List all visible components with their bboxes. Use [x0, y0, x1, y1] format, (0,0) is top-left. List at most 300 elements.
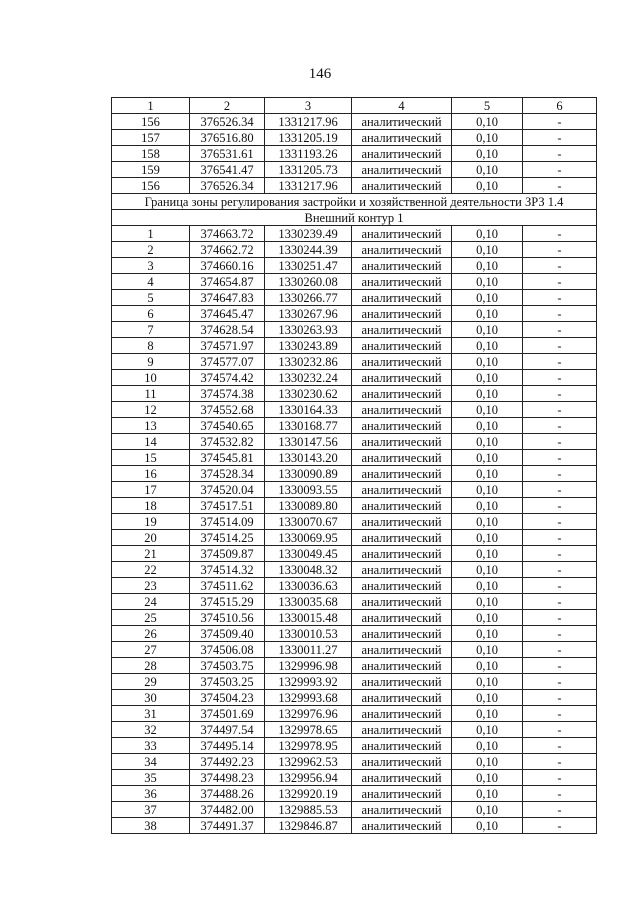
table-row: [112, 754, 597, 770]
x-coordinate-cell: 374545.81: [190, 450, 265, 466]
point-number-cell: 25: [112, 610, 190, 626]
method-cell: аналитический: [352, 402, 452, 418]
method-cell: аналитический: [352, 466, 452, 482]
y-coordinate-cell: 1330010.53: [265, 626, 352, 642]
table-row: [112, 370, 597, 386]
x-coordinate-cell: 374520.04: [190, 482, 265, 498]
accuracy-cell: 0,10: [452, 594, 523, 610]
y-coordinate-cell: 1329956.94: [265, 770, 352, 786]
method-cell: аналитический: [352, 626, 452, 642]
header-row: [112, 98, 597, 114]
method-cell: аналитический: [352, 338, 452, 354]
x-coordinate-cell: 374660.16: [190, 258, 265, 274]
accuracy-cell: 0,10: [452, 114, 523, 130]
section-row: [112, 210, 597, 226]
y-coordinate-cell: 1329993.68: [265, 690, 352, 706]
note-cell: -: [523, 722, 597, 738]
point-number-cell: 28: [112, 658, 190, 674]
x-coordinate-cell: 374574.38: [190, 386, 265, 402]
section-title: Внешний контур 1: [112, 210, 597, 226]
page-number: 146: [308, 66, 332, 82]
point-number-cell: 156: [112, 178, 190, 194]
accuracy-cell: 0,10: [452, 674, 523, 690]
note-cell: -: [523, 754, 597, 770]
y-coordinate-cell: 1330168.77: [265, 418, 352, 434]
coordinates-table-body: [112, 98, 597, 834]
point-number-cell: 13: [112, 418, 190, 434]
table-row: [112, 498, 597, 514]
method-cell: аналитический: [352, 482, 452, 498]
x-coordinate-cell: 374532.82: [190, 434, 265, 450]
table-row: [112, 402, 597, 418]
accuracy-cell: 0,10: [452, 626, 523, 642]
accuracy-cell: 0,10: [452, 498, 523, 514]
method-cell: аналитический: [352, 146, 452, 162]
y-coordinate-cell: 1329846.87: [265, 818, 352, 834]
x-coordinate-cell: 374495.14: [190, 738, 265, 754]
x-coordinate-cell: 374514.32: [190, 562, 265, 578]
accuracy-cell: 0,10: [452, 658, 523, 674]
accuracy-cell: 0,10: [452, 306, 523, 322]
table-row: [112, 658, 597, 674]
note-cell: -: [523, 322, 597, 338]
method-cell: аналитический: [352, 786, 452, 802]
y-coordinate-cell: 1330036.63: [265, 578, 352, 594]
table-row: [112, 690, 597, 706]
table-row: [112, 178, 597, 194]
note-cell: -: [523, 386, 597, 402]
note-cell: -: [523, 402, 597, 418]
note-cell: -: [523, 114, 597, 130]
accuracy-cell: 0,10: [452, 402, 523, 418]
y-coordinate-cell: 1329920.19: [265, 786, 352, 802]
y-coordinate-cell: 1330251.47: [265, 258, 352, 274]
accuracy-cell: 0,10: [452, 578, 523, 594]
x-coordinate-cell: 374503.25: [190, 674, 265, 690]
y-coordinate-cell: 1330147.56: [265, 434, 352, 450]
accuracy-cell: 0,10: [452, 450, 523, 466]
accuracy-cell: 0,10: [452, 338, 523, 354]
method-cell: аналитический: [352, 674, 452, 690]
accuracy-cell: 0,10: [452, 466, 523, 482]
x-coordinate-cell: 374503.75: [190, 658, 265, 674]
note-cell: -: [523, 738, 597, 754]
x-coordinate-cell: 374662.72: [190, 242, 265, 258]
accuracy-cell: 0,10: [452, 386, 523, 402]
note-cell: -: [523, 802, 597, 818]
x-coordinate-cell: 374497.54: [190, 722, 265, 738]
table-row: [112, 770, 597, 786]
note-cell: -: [523, 338, 597, 354]
table-row: [112, 226, 597, 242]
point-number-cell: 29: [112, 674, 190, 690]
point-number-cell: 27: [112, 642, 190, 658]
y-coordinate-cell: 1330267.96: [265, 306, 352, 322]
accuracy-cell: 0,10: [452, 738, 523, 754]
x-coordinate-cell: 374488.26: [190, 786, 265, 802]
note-cell: -: [523, 818, 597, 834]
method-cell: аналитический: [352, 418, 452, 434]
x-coordinate-cell: 374504.23: [190, 690, 265, 706]
note-cell: -: [523, 690, 597, 706]
accuracy-cell: 0,10: [452, 562, 523, 578]
method-cell: аналитический: [352, 594, 452, 610]
method-cell: аналитический: [352, 290, 452, 306]
method-cell: аналитический: [352, 610, 452, 626]
y-coordinate-cell: 1330011.27: [265, 642, 352, 658]
accuracy-cell: 0,10: [452, 226, 523, 242]
x-coordinate-cell: 374647.83: [190, 290, 265, 306]
y-coordinate-cell: 1331205.73: [265, 162, 352, 178]
accuracy-cell: 0,10: [452, 242, 523, 258]
note-cell: -: [523, 258, 597, 274]
y-coordinate-cell: 1330243.89: [265, 338, 352, 354]
point-number-cell: 9: [112, 354, 190, 370]
point-number-cell: 37: [112, 802, 190, 818]
y-coordinate-cell: 1330260.08: [265, 274, 352, 290]
point-number-cell: 23: [112, 578, 190, 594]
point-number-cell: 5: [112, 290, 190, 306]
note-cell: -: [523, 578, 597, 594]
y-coordinate-cell: 1330232.24: [265, 370, 352, 386]
x-coordinate-cell: 374506.08: [190, 642, 265, 658]
note-cell: -: [523, 146, 597, 162]
note-cell: -: [523, 242, 597, 258]
header-cell: 3: [265, 98, 352, 114]
note-cell: -: [523, 546, 597, 562]
x-coordinate-cell: 374498.23: [190, 770, 265, 786]
method-cell: аналитический: [352, 130, 452, 146]
table-row: [112, 626, 597, 642]
x-coordinate-cell: 376531.61: [190, 146, 265, 162]
point-number-cell: 12: [112, 402, 190, 418]
method-cell: аналитический: [352, 242, 452, 258]
table-row: [112, 242, 597, 258]
y-coordinate-cell: 1330048.32: [265, 562, 352, 578]
method-cell: аналитический: [352, 114, 452, 130]
table-row: [112, 722, 597, 738]
note-cell: -: [523, 434, 597, 450]
accuracy-cell: 0,10: [452, 418, 523, 434]
header-cell: 2: [190, 98, 265, 114]
table-row: [112, 450, 597, 466]
y-coordinate-cell: 1330266.77: [265, 290, 352, 306]
point-number-cell: 11: [112, 386, 190, 402]
method-cell: аналитический: [352, 514, 452, 530]
note-cell: -: [523, 482, 597, 498]
table-row: [112, 514, 597, 530]
point-number-cell: 24: [112, 594, 190, 610]
table-row: [112, 146, 597, 162]
method-cell: аналитический: [352, 226, 452, 242]
accuracy-cell: 0,10: [452, 786, 523, 802]
accuracy-cell: 0,10: [452, 722, 523, 738]
y-coordinate-cell: 1331217.96: [265, 114, 352, 130]
accuracy-cell: 0,10: [452, 706, 523, 722]
table-row: [112, 786, 597, 802]
y-coordinate-cell: 1330069.95: [265, 530, 352, 546]
accuracy-cell: 0,10: [452, 162, 523, 178]
point-number-cell: 35: [112, 770, 190, 786]
point-number-cell: 14: [112, 434, 190, 450]
point-number-cell: 19: [112, 514, 190, 530]
note-cell: -: [523, 370, 597, 386]
accuracy-cell: 0,10: [452, 322, 523, 338]
point-number-cell: 158: [112, 146, 190, 162]
x-coordinate-cell: 376516.80: [190, 130, 265, 146]
point-number-cell: 33: [112, 738, 190, 754]
table-row: [112, 130, 597, 146]
method-cell: аналитический: [352, 642, 452, 658]
x-coordinate-cell: 374571.97: [190, 338, 265, 354]
table-row: [112, 738, 597, 754]
accuracy-cell: 0,10: [452, 290, 523, 306]
note-cell: -: [523, 658, 597, 674]
table-row: [112, 466, 597, 482]
accuracy-cell: 0,10: [452, 530, 523, 546]
table-row: [112, 322, 597, 338]
point-number-cell: 156: [112, 114, 190, 130]
y-coordinate-cell: 1331205.19: [265, 130, 352, 146]
table-row: [112, 290, 597, 306]
accuracy-cell: 0,10: [452, 690, 523, 706]
note-cell: -: [523, 786, 597, 802]
method-cell: аналитический: [352, 274, 452, 290]
table-row: [112, 594, 597, 610]
method-cell: аналитический: [352, 306, 452, 322]
method-cell: аналитический: [352, 546, 452, 562]
x-coordinate-cell: 374528.34: [190, 466, 265, 482]
coordinates-table: [111, 97, 597, 834]
method-cell: аналитический: [352, 738, 452, 754]
table-row: [112, 338, 597, 354]
point-number-cell: 31: [112, 706, 190, 722]
note-cell: -: [523, 642, 597, 658]
method-cell: аналитический: [352, 530, 452, 546]
accuracy-cell: 0,10: [452, 754, 523, 770]
x-coordinate-cell: 376526.34: [190, 178, 265, 194]
note-cell: -: [523, 530, 597, 546]
table-row: [112, 562, 597, 578]
note-cell: -: [523, 594, 597, 610]
point-number-cell: 26: [112, 626, 190, 642]
table-row: [112, 306, 597, 322]
y-coordinate-cell: 1330263.93: [265, 322, 352, 338]
note-cell: -: [523, 354, 597, 370]
method-cell: аналитический: [352, 498, 452, 514]
table-row: [112, 418, 597, 434]
y-coordinate-cell: 1330230.62: [265, 386, 352, 402]
point-number-cell: 21: [112, 546, 190, 562]
method-cell: аналитический: [352, 706, 452, 722]
point-number-cell: 32: [112, 722, 190, 738]
note-cell: -: [523, 130, 597, 146]
accuracy-cell: 0,10: [452, 146, 523, 162]
table-row: [112, 706, 597, 722]
y-coordinate-cell: 1329996.98: [265, 658, 352, 674]
table-row: [112, 162, 597, 178]
table-row: [112, 610, 597, 626]
method-cell: аналитический: [352, 770, 452, 786]
accuracy-cell: 0,10: [452, 546, 523, 562]
method-cell: аналитический: [352, 754, 452, 770]
accuracy-cell: 0,10: [452, 178, 523, 194]
x-coordinate-cell: 374501.69: [190, 706, 265, 722]
point-number-cell: 10: [112, 370, 190, 386]
method-cell: аналитический: [352, 690, 452, 706]
accuracy-cell: 0,10: [452, 642, 523, 658]
note-cell: -: [523, 274, 597, 290]
table-row: [112, 434, 597, 450]
accuracy-cell: 0,10: [452, 130, 523, 146]
note-cell: -: [523, 498, 597, 514]
method-cell: аналитический: [352, 578, 452, 594]
note-cell: -: [523, 706, 597, 722]
y-coordinate-cell: 1330239.49: [265, 226, 352, 242]
method-cell: аналитический: [352, 322, 452, 338]
x-coordinate-cell: 374511.62: [190, 578, 265, 594]
table-row: [112, 258, 597, 274]
y-coordinate-cell: 1329976.96: [265, 706, 352, 722]
x-coordinate-cell: 374552.68: [190, 402, 265, 418]
y-coordinate-cell: 1330143.20: [265, 450, 352, 466]
accuracy-cell: 0,10: [452, 610, 523, 626]
point-number-cell: 38: [112, 818, 190, 834]
table-row: [112, 386, 597, 402]
accuracy-cell: 0,10: [452, 434, 523, 450]
table-row: [112, 674, 597, 690]
method-cell: аналитический: [352, 658, 452, 674]
y-coordinate-cell: 1330244.39: [265, 242, 352, 258]
y-coordinate-cell: 1331193.26: [265, 146, 352, 162]
x-coordinate-cell: 374574.42: [190, 370, 265, 386]
x-coordinate-cell: 374540.65: [190, 418, 265, 434]
note-cell: -: [523, 306, 597, 322]
header-cell: 5: [452, 98, 523, 114]
y-coordinate-cell: 1330090.89: [265, 466, 352, 482]
note-cell: -: [523, 514, 597, 530]
table-row: [112, 818, 597, 834]
table-row: [112, 642, 597, 658]
x-coordinate-cell: 374645.47: [190, 306, 265, 322]
method-cell: аналитический: [352, 162, 452, 178]
point-number-cell: 18: [112, 498, 190, 514]
accuracy-cell: 0,10: [452, 274, 523, 290]
method-cell: аналитический: [352, 450, 452, 466]
method-cell: аналитический: [352, 178, 452, 194]
method-cell: аналитический: [352, 722, 452, 738]
x-coordinate-cell: 374517.51: [190, 498, 265, 514]
note-cell: -: [523, 450, 597, 466]
method-cell: аналитический: [352, 434, 452, 450]
note-cell: -: [523, 674, 597, 690]
y-coordinate-cell: 1331217.96: [265, 178, 352, 194]
accuracy-cell: 0,10: [452, 370, 523, 386]
x-coordinate-cell: 374654.87: [190, 274, 265, 290]
point-number-cell: 6: [112, 306, 190, 322]
y-coordinate-cell: 1330070.67: [265, 514, 352, 530]
point-number-cell: 36: [112, 786, 190, 802]
y-coordinate-cell: 1329885.53: [265, 802, 352, 818]
x-coordinate-cell: 374577.07: [190, 354, 265, 370]
note-cell: -: [523, 466, 597, 482]
y-coordinate-cell: 1330232.86: [265, 354, 352, 370]
accuracy-cell: 0,10: [452, 258, 523, 274]
x-coordinate-cell: 374491.37: [190, 818, 265, 834]
table-row: [112, 578, 597, 594]
method-cell: аналитический: [352, 370, 452, 386]
x-coordinate-cell: 374510.56: [190, 610, 265, 626]
y-coordinate-cell: 1329962.53: [265, 754, 352, 770]
table-row: [112, 274, 597, 290]
section-title: Граница зоны регулирования застройки и хозяйственной деятельности ЗРЗ 1.4: [112, 194, 597, 210]
y-coordinate-cell: 1330015.48: [265, 610, 352, 626]
point-number-cell: 22: [112, 562, 190, 578]
y-coordinate-cell: 1329978.95: [265, 738, 352, 754]
x-coordinate-cell: 374482.00: [190, 802, 265, 818]
table-row: [112, 114, 597, 130]
accuracy-cell: 0,10: [452, 482, 523, 498]
method-cell: аналитический: [352, 354, 452, 370]
method-cell: аналитический: [352, 258, 452, 274]
accuracy-cell: 0,10: [452, 514, 523, 530]
note-cell: -: [523, 610, 597, 626]
accuracy-cell: 0,10: [452, 818, 523, 834]
y-coordinate-cell: 1330093.55: [265, 482, 352, 498]
note-cell: -: [523, 626, 597, 642]
x-coordinate-cell: 374663.72: [190, 226, 265, 242]
x-coordinate-cell: 376526.34: [190, 114, 265, 130]
y-coordinate-cell: 1330049.45: [265, 546, 352, 562]
y-coordinate-cell: 1330035.68: [265, 594, 352, 610]
table-row: [112, 802, 597, 818]
x-coordinate-cell: 374509.40: [190, 626, 265, 642]
note-cell: -: [523, 562, 597, 578]
method-cell: аналитический: [352, 386, 452, 402]
note-cell: -: [523, 162, 597, 178]
x-coordinate-cell: 374509.87: [190, 546, 265, 562]
point-number-cell: 30: [112, 690, 190, 706]
header-cell: 4: [352, 98, 452, 114]
section-row: [112, 194, 597, 210]
table-row: [112, 482, 597, 498]
y-coordinate-cell: 1329993.92: [265, 674, 352, 690]
point-number-cell: 8: [112, 338, 190, 354]
point-number-cell: 17: [112, 482, 190, 498]
accuracy-cell: 0,10: [452, 770, 523, 786]
point-number-cell: 20: [112, 530, 190, 546]
table-row: [112, 354, 597, 370]
header-cell: 6: [523, 98, 597, 114]
x-coordinate-cell: 374515.29: [190, 594, 265, 610]
point-number-cell: 34: [112, 754, 190, 770]
note-cell: -: [523, 770, 597, 786]
note-cell: -: [523, 226, 597, 242]
point-number-cell: 159: [112, 162, 190, 178]
accuracy-cell: 0,10: [452, 354, 523, 370]
method-cell: аналитический: [352, 802, 452, 818]
x-coordinate-cell: 374514.09: [190, 514, 265, 530]
x-coordinate-cell: 374492.23: [190, 754, 265, 770]
table-row: [112, 546, 597, 562]
point-number-cell: 157: [112, 130, 190, 146]
note-cell: -: [523, 418, 597, 434]
point-number-cell: 1: [112, 226, 190, 242]
y-coordinate-cell: 1329978.65: [265, 722, 352, 738]
header-cell: 1: [112, 98, 190, 114]
table-row: [112, 530, 597, 546]
note-cell: -: [523, 290, 597, 306]
